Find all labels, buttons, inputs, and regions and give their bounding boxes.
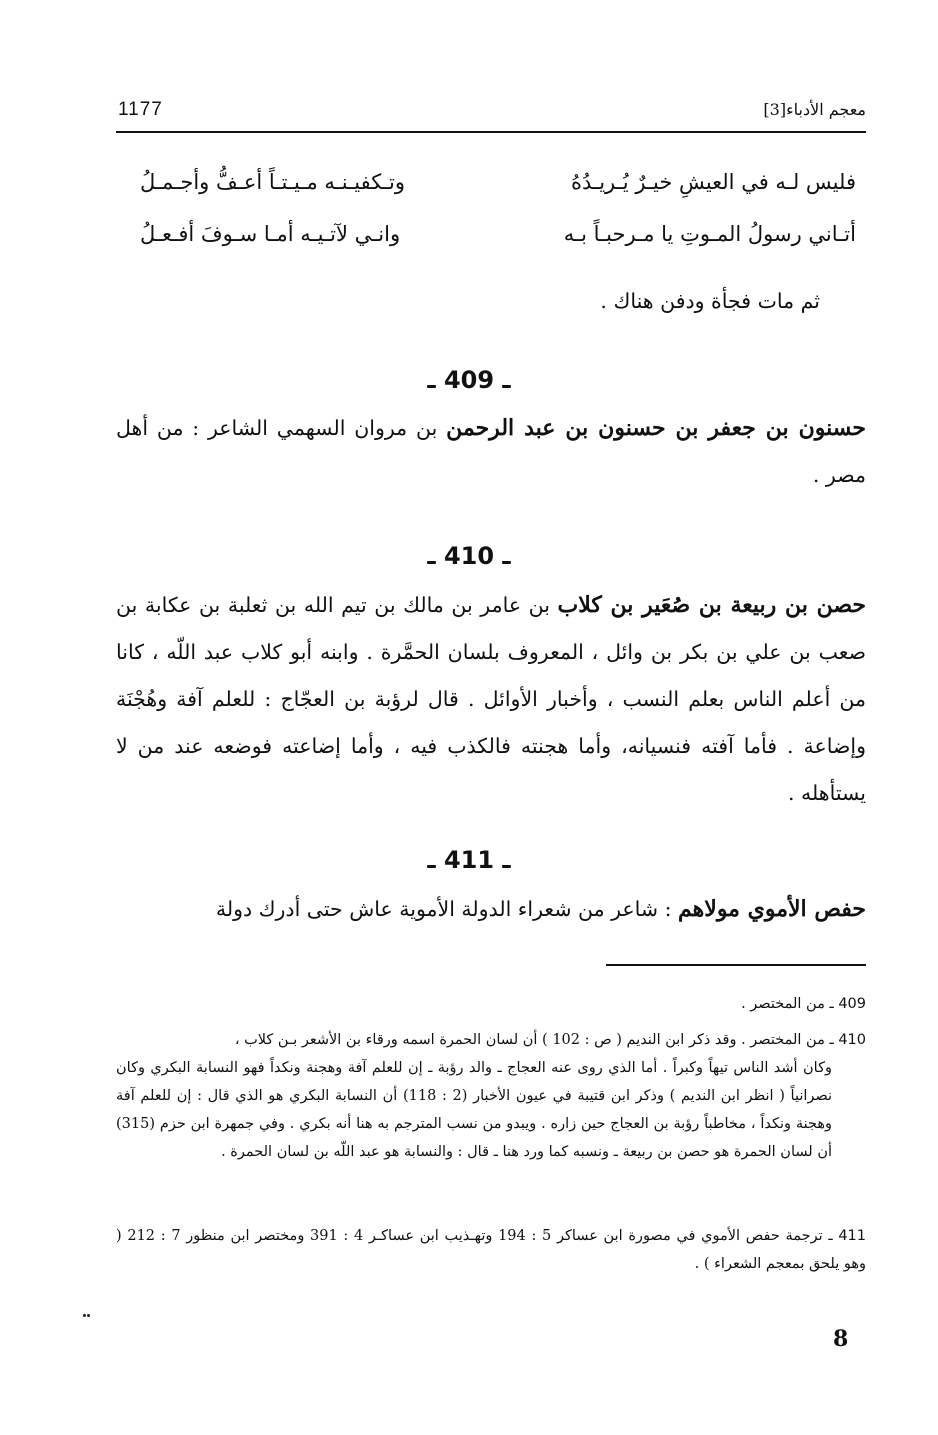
footnote <box>116 1026 866 1166</box>
footnote-text: ـ من المختصر . <box>741 996 834 1012</box>
entry-body <box>116 582 866 817</box>
footnote-number: 411 <box>838 1228 866 1244</box>
entry-number: ـ 411 ـ <box>427 846 511 874</box>
verse-first-hemistich: أتـاني رسولُ المـوتِ يا مـرحبـاً بـه <box>563 222 856 246</box>
verse-second-hemistich: وتـكفيـنـه مـيـتـاً أعـفُّ وأجـمـلُ <box>140 170 405 194</box>
printer-mark <box>83 1302 91 1306</box>
running-title: معجم الأدباء[3] <box>763 100 866 119</box>
verse-first-hemistich: فليس لـه في العيشِ خيـرٌ يُـريـدُهُ <box>571 170 856 194</box>
entry-body <box>116 405 866 499</box>
footnote-text: ـ ترجمة حفص الأموي في مصورة ابن عساكر 5 : 194 وتهـذيب ابن عساكـر 4 : 391 ومختصر ابن منظور 7 : 212 ( وهو يلحق بمعجم الشعراء ) . <box>116 1228 866 1272</box>
entry-text: بن مروان السهمي الشاعر : من أهل مصر . <box>116 416 866 487</box>
verse-line <box>140 170 856 210</box>
footnote <box>116 990 866 1018</box>
entry-text: : شاعر من شعراء الدولة الأموية عاش حتى أدرك دولة <box>215 897 679 921</box>
footnote-continuation: وكان أشد الناس تيهاً وكبراً . أما الذي روى عنه العجاج ـ والد رؤبة ـ إن للعلم آفة وهجنة ونكداً فهو النسابة البكري وكان نصرانياً ( انظر ابن النديم ) وذكر ابن قتيبة في عيون الأخبار (2 : 118) أن النسابة البكري هو الذي قال : إن للعلم آفة وهجنة ونكداً ، مخاطباً رؤبة بن العجاج حين زاره . ويبدو من نسب المترجم به هنا أنه بكري . وفي جمهرة ابن حزم (315) أن لسان الحمرة هو حصن بن ربيعة ـ ونسبه كما ورد هنا ـ قال : والنسابة هو عبد اللّه بن لسان الحمرة . <box>116 1060 833 1160</box>
header-rule <box>116 131 866 133</box>
footnote <box>116 1222 866 1278</box>
page-number: 1177 <box>118 99 163 120</box>
footnote-number: 409 <box>838 996 866 1012</box>
footnote-rule <box>606 964 866 966</box>
footnote-text: ـ من المختصر . وقد ذكر ابن النديم ( ص : 102 ) أن لسان الحمرة اسمه ورقاء بن الأشعر بـن كلاب ، <box>234 1032 834 1048</box>
entry-number: ـ 410 ـ <box>427 542 511 570</box>
entry-number: ـ 409 ـ <box>427 366 511 394</box>
entry-name: حسنون بن جعفر بن حسنون بن عبد الرحمن <box>446 415 866 441</box>
entry-text: بن عامر بن مالك بن تيم الله بن ثعلبة بن عكابة بن صعب بن علي بن بكر بن وائل ، المعروف بلسان الحمَّرة . وابنه أبو كلاب عبد اللّه ، كانا من أعلم الناس بعلم النسب ، وأخبار الأوائل . قال لرؤبة بن العجّاج : للعلم آفة وهُجْنَة وإضاعة . فأما آفته فنسيانه، وأما هجنته فالكذب فيه ، وأما إضاعته فوضعه عند من لا يستأهله . <box>116 593 866 805</box>
verse-second-hemistich: وانـي لآتـيـه أمـا سـوفَ أفـعـلُ <box>140 222 401 246</box>
entry-name: حصن بن ربيعة بن صُعَير بن كلاب <box>557 592 866 618</box>
folio-number: 8 <box>833 1326 849 1352</box>
poem-after-text: ثم مات فجأة ودفن هناك . <box>600 289 820 313</box>
footnote-number: 410 <box>838 1032 866 1048</box>
verse-line <box>140 222 856 262</box>
entry-body <box>116 886 866 933</box>
entry-name: حفص الأموي مولاهم <box>678 896 866 922</box>
